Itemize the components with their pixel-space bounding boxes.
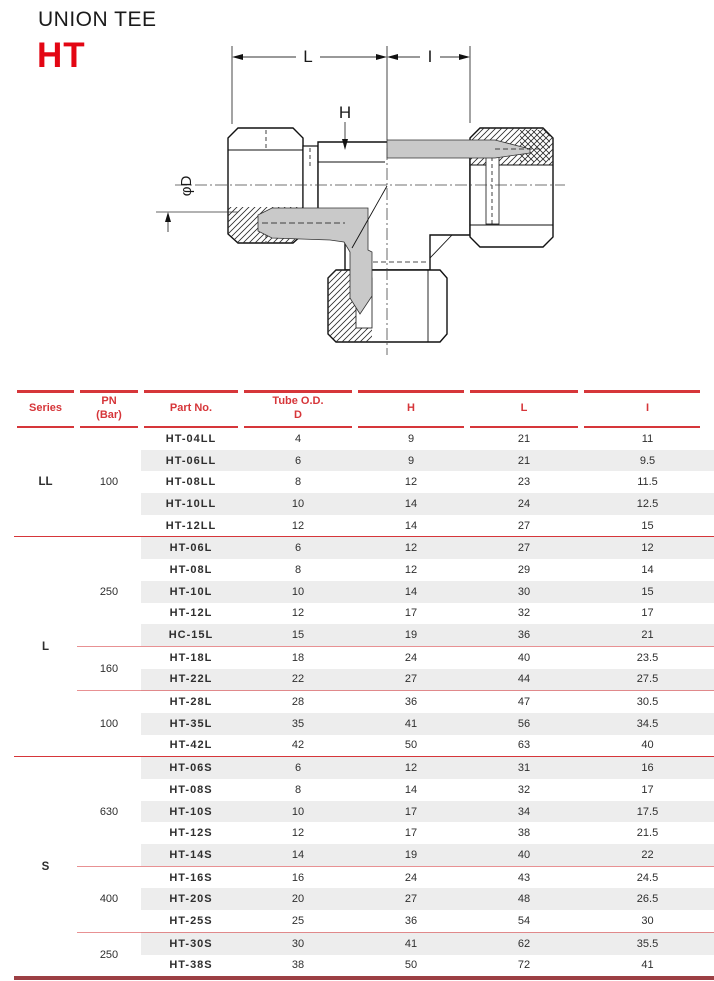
l-cell: 40: [467, 646, 581, 668]
h-cell: 19: [355, 844, 467, 866]
h-cell: 41: [355, 713, 467, 735]
tube-od-cell: 18: [241, 646, 355, 668]
part-no-cell: HT-10LL: [141, 493, 241, 515]
tube-od-cell: 25: [291, 914, 305, 927]
i-cell: 17: [641, 607, 654, 620]
tube-od-cell: 35: [241, 713, 355, 735]
series-cell: L: [14, 537, 77, 757]
part-no-cell: HT-14S: [141, 844, 241, 866]
h-cell: 14: [355, 493, 467, 515]
i-cell: 21: [581, 624, 714, 646]
part-no-cell: HT-08L: [169, 563, 213, 576]
l-cell: 32: [517, 607, 531, 620]
col-header-pn: PN (Bar): [77, 390, 141, 428]
l-cell: 21: [467, 450, 581, 472]
part-no-cell: HT-06L: [141, 537, 241, 559]
h-cell: 27: [355, 669, 467, 691]
l-cell: 21: [517, 432, 531, 445]
l-cell: 56: [467, 713, 581, 735]
part-no-cell: HT-28L: [141, 691, 241, 713]
pn-cell: 100: [77, 691, 141, 757]
part-no-cell: HT-04LL: [165, 432, 217, 445]
l-cell: 72: [517, 959, 531, 972]
h-cell: 12: [404, 563, 418, 576]
h-cell: 17: [404, 827, 418, 840]
i-cell: 11: [641, 432, 654, 445]
tube-od-cell: 8: [294, 783, 302, 796]
part-no-cell: HT-10L: [141, 581, 241, 603]
i-cell: 17: [641, 783, 654, 796]
i-cell: 14: [641, 563, 654, 576]
table-row: [14, 646, 714, 668]
part-no-cell: HT-16S: [141, 866, 241, 888]
h-cell: 14: [355, 581, 467, 603]
i-cell: 41: [641, 959, 654, 972]
h-cell: 9: [407, 432, 415, 445]
tube-od-cell: 6: [241, 450, 355, 472]
tube-od-cell: 8: [294, 476, 302, 489]
tube-od-cell: 20: [241, 888, 355, 910]
h-cell: 19: [355, 624, 467, 646]
dim-label-l: L: [303, 47, 313, 66]
tee-body: [318, 142, 470, 270]
pn-cell: 250: [77, 537, 141, 646]
dim-label-i: I: [427, 47, 433, 66]
tube-od-cell: 15: [241, 624, 355, 646]
i-cell: 30.5: [581, 691, 714, 713]
i-cell: 30: [641, 914, 654, 927]
h-cell: 17: [404, 607, 418, 620]
l-cell: 24: [467, 493, 581, 515]
dim-label-phid: φD: [178, 175, 195, 197]
part-no-cell: HT-08S: [169, 783, 213, 796]
tube-od-cell: 10: [241, 581, 355, 603]
l-cell: 40: [467, 844, 581, 866]
spec-table-body: [14, 428, 714, 978]
part-no-cell: HT-12S: [169, 827, 213, 840]
l-cell: 27: [517, 519, 531, 532]
part-no-cell: HC-15L: [141, 624, 241, 646]
part-no-cell: HT-38S: [169, 959, 213, 972]
table-row: [14, 757, 714, 779]
series-cell: LL: [38, 476, 53, 489]
page-title: UNION TEE: [38, 8, 157, 31]
col-header-tube-od: Tube O.D. D: [241, 390, 355, 428]
l-cell: 31: [467, 757, 581, 779]
part-no-cell: HT-30S: [141, 932, 241, 954]
h-cell: 9: [355, 450, 467, 472]
tube-od-cell: 16: [241, 866, 355, 888]
part-no-cell: HT-35L: [141, 713, 241, 735]
i-cell: 9.5: [581, 450, 714, 472]
h-cell: 12: [404, 476, 418, 489]
h-cell: 14: [404, 783, 418, 796]
part-no-cell: HT-12LL: [165, 519, 217, 532]
l-cell: 62: [467, 932, 581, 954]
series-cell: S: [14, 757, 77, 978]
col-header-series: Series: [14, 390, 77, 428]
pn-cell: 630: [77, 757, 141, 866]
l-cell: 30: [467, 581, 581, 603]
table-row: [14, 537, 714, 559]
l-cell: 48: [467, 888, 581, 910]
spec-table: [14, 428, 714, 980]
tube-od-cell: 38: [291, 959, 305, 972]
part-no-cell: HT-06LL: [141, 450, 241, 472]
i-cell: 15: [581, 581, 714, 603]
table-row: [14, 866, 714, 888]
h-cell: 14: [404, 519, 418, 532]
part-no-cell: HT-42L: [169, 739, 213, 752]
table-row: [14, 428, 714, 450]
tube-od-cell: 22: [241, 669, 355, 691]
table-row: [14, 691, 714, 713]
tube-od-cell: 10: [241, 801, 355, 823]
i-cell: 23.5: [581, 646, 714, 668]
col-header-l: L: [467, 390, 581, 428]
tube-od-cell: 12: [291, 827, 305, 840]
l-cell: 63: [517, 739, 531, 752]
h-cell: 24: [355, 646, 467, 668]
part-no-cell: HT-10S: [141, 801, 241, 823]
part-no-cell: HT-18L: [141, 646, 241, 668]
l-cell: 38: [517, 827, 531, 840]
col-header-part-no: Part No.: [141, 390, 241, 428]
part-no-cell: HT-06S: [141, 757, 241, 779]
tube-od-cell: 6: [241, 757, 355, 779]
right-nut-crosshatch: [520, 130, 550, 162]
pn-cell: 160: [77, 646, 141, 690]
i-cell: 34.5: [581, 713, 714, 735]
l-cell: 23: [517, 476, 531, 489]
i-cell: 11.5: [637, 476, 658, 489]
i-cell: 15: [641, 519, 654, 532]
tube-od-cell: 8: [294, 563, 302, 576]
tube-section-left-branch: [258, 208, 372, 314]
series-code: HT: [37, 36, 86, 75]
i-cell: 21.5: [636, 827, 659, 840]
i-cell: 22: [581, 844, 714, 866]
pn-cell: 400: [77, 866, 141, 932]
l-cell: 47: [467, 691, 581, 713]
pn-cell: 100: [99, 476, 119, 489]
l-cell: 32: [517, 783, 531, 796]
union-tee-drawing: [150, 42, 580, 377]
tube-od-cell: 6: [241, 537, 355, 559]
i-cell: 24.5: [581, 866, 714, 888]
l-cell: 34: [467, 801, 581, 823]
i-cell: 27.5: [581, 669, 714, 691]
part-no-cell: HT-08LL: [165, 476, 217, 489]
i-cell: 40: [641, 739, 654, 752]
tube-od-cell: 4: [294, 432, 302, 445]
tube-od-cell: 42: [291, 739, 305, 752]
spec-table-header: [14, 390, 714, 428]
i-cell: 17.5: [581, 801, 714, 823]
tube-od-cell: 28: [241, 691, 355, 713]
h-cell: 17: [355, 801, 467, 823]
h-cell: 27: [355, 888, 467, 910]
col-header-i: I: [581, 390, 714, 428]
l-cell: 43: [467, 866, 581, 888]
col-header-h: H: [355, 390, 467, 428]
h-cell: 12: [355, 537, 467, 559]
pn-cell: 250: [77, 932, 141, 978]
part-no-cell: HT-22L: [141, 669, 241, 691]
tube-od-cell: 12: [291, 519, 305, 532]
part-no-cell: HT-12L: [169, 607, 213, 620]
h-cell: 41: [355, 932, 467, 954]
l-cell: 27: [467, 537, 581, 559]
i-cell: 35.5: [581, 932, 714, 954]
h-cell: 24: [355, 866, 467, 888]
i-cell: 12: [581, 537, 714, 559]
h-cell: 36: [355, 691, 467, 713]
l-cell: 29: [517, 563, 531, 576]
tube-od-cell: 12: [291, 607, 305, 620]
h-cell: 50: [404, 739, 418, 752]
dim-label-h: H: [338, 103, 352, 122]
h-cell: 50: [404, 959, 418, 972]
tube-od-cell: 30: [241, 932, 355, 954]
l-cell: 36: [467, 624, 581, 646]
part-no-cell: HT-25S: [169, 914, 213, 927]
l-cell: 44: [467, 669, 581, 691]
i-cell: 12.5: [581, 493, 714, 515]
h-cell: 12: [355, 757, 467, 779]
part-no-cell: HT-20S: [141, 888, 241, 910]
h-cell: 36: [404, 914, 418, 927]
table-row: [14, 932, 714, 954]
l-cell: 54: [517, 914, 531, 927]
tube-od-cell: 10: [241, 493, 355, 515]
i-cell: 26.5: [581, 888, 714, 910]
tube-od-cell: 14: [241, 844, 355, 866]
i-cell: 16: [581, 757, 714, 779]
